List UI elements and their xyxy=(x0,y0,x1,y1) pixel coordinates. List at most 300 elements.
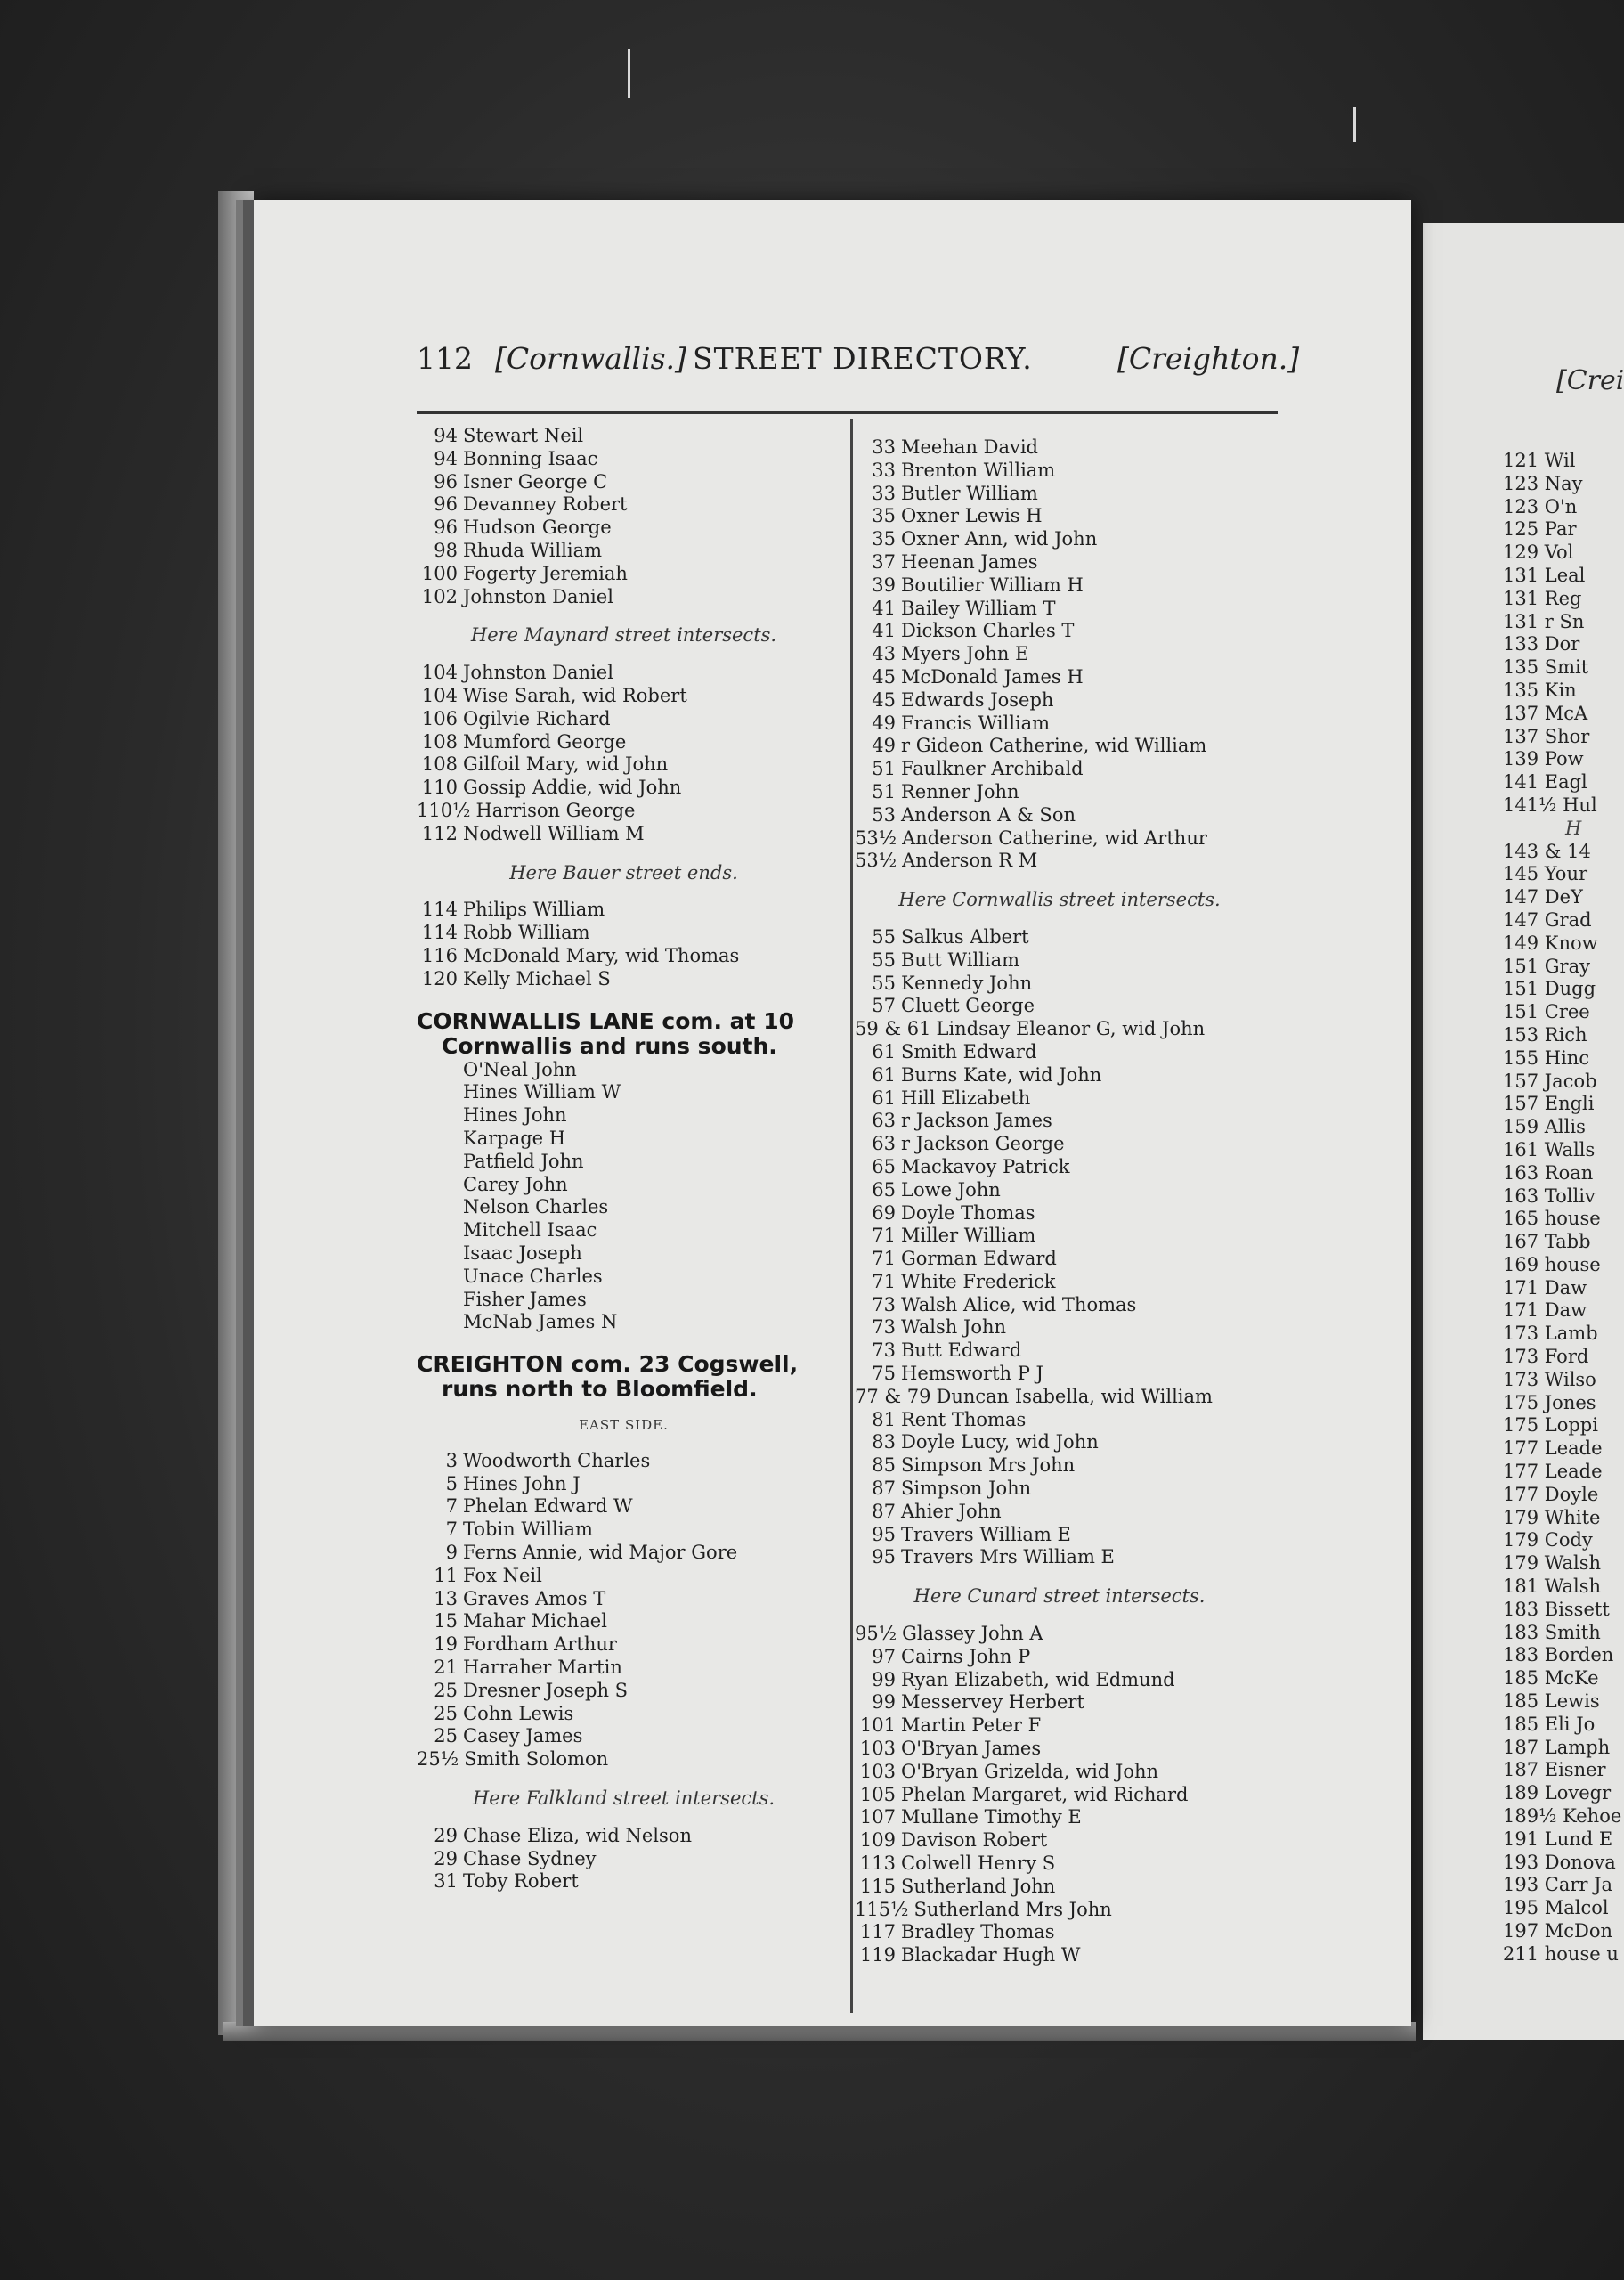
house-number: 45 xyxy=(872,665,896,688)
house-number: 57 xyxy=(872,995,896,1017)
directory-entry xyxy=(855,620,1264,643)
resident-name: Toby Robert xyxy=(463,1870,579,1893)
house-number: 94 xyxy=(434,425,458,446)
column-divider xyxy=(850,419,853,2013)
facing-page-entry: 155 Hinc xyxy=(1503,1046,1590,1069)
house-number: 73 xyxy=(872,1293,896,1315)
house-number: 94 xyxy=(434,447,458,469)
directory-entry xyxy=(855,1018,1264,1041)
directory-entry xyxy=(855,528,1264,551)
house-number: 65 xyxy=(872,1155,896,1177)
house-number: 81 xyxy=(872,1408,896,1430)
directory-entry xyxy=(855,1156,1264,1179)
facing-page-entry: 173 Ford xyxy=(1503,1346,1589,1368)
resident-name: Gilfoil Mary, wid John xyxy=(463,753,669,776)
resident-name: Ahier John xyxy=(901,1500,1002,1522)
side-subheading: EAST SIDE. xyxy=(579,1417,669,1434)
house-number: 25 xyxy=(434,1702,458,1724)
directory-entry xyxy=(417,517,831,540)
directory-entry xyxy=(855,1899,1264,1922)
house-number: 112 xyxy=(421,822,458,844)
house-number: 63 xyxy=(872,1110,896,1132)
facing-page-entry: 141½ Hul xyxy=(1503,794,1597,816)
house-number: 45 xyxy=(872,688,896,711)
directory-entry xyxy=(855,1876,1264,1899)
house-number: 103 xyxy=(859,1738,896,1760)
directory-entry xyxy=(855,1202,1264,1226)
directory-entry xyxy=(855,827,1264,851)
resident-name: Gorman Edward xyxy=(901,1248,1057,1270)
resident-name: Hines John J xyxy=(463,1472,581,1494)
facing-page-entry: 173 Wilso xyxy=(1503,1368,1596,1390)
facing-page-entry: 175 Loppi xyxy=(1503,1414,1598,1437)
house-number: 98 xyxy=(434,539,458,561)
resident-name: Ryan Elizabeth, wid Edmund xyxy=(901,1668,1175,1690)
house-number: 114 xyxy=(421,899,458,921)
house-number: 101 xyxy=(859,1714,896,1737)
street-heading-line: CORNWALLIS LANE com. at 10 xyxy=(417,1007,794,1034)
resident-name: Duncan Isabella, wid William xyxy=(936,1385,1213,1407)
resident-name: Graves Amos T xyxy=(463,1587,606,1609)
house-number: 7 xyxy=(445,1519,458,1541)
resident-name: Mullane Timothy E xyxy=(901,1806,1082,1828)
house-number: 71 xyxy=(872,1248,896,1270)
resident-name: Hill Elizabeth xyxy=(901,1087,1031,1109)
resident-name: Travers Mrs William E xyxy=(901,1546,1115,1568)
house-number: 113 xyxy=(859,1852,896,1875)
directory-entry xyxy=(417,662,831,685)
resident-name: Unace Charles xyxy=(463,1265,603,1287)
resident-name: Chase Sydney xyxy=(463,1847,597,1869)
street-note: Here Falkland street intersects. xyxy=(472,1787,775,1810)
directory-entry xyxy=(855,1431,1264,1454)
facing-page-entries xyxy=(1503,450,1621,1966)
resident-name: Davison Robert xyxy=(901,1829,1048,1852)
house-number: 7 xyxy=(445,1495,458,1518)
house-number: 9 xyxy=(445,1542,458,1564)
facing-page-entry: 143 & 14 xyxy=(1503,840,1591,862)
resident-name: Robb William xyxy=(463,922,590,944)
house-number: 75 xyxy=(872,1363,896,1385)
house-number: 117 xyxy=(859,1921,896,1943)
directory-entry xyxy=(417,899,831,922)
house-number: 65 xyxy=(872,1178,896,1201)
resident-name: Casey James xyxy=(463,1725,583,1747)
directory-entry xyxy=(417,945,831,968)
facing-page-entry: 169 house xyxy=(1503,1253,1601,1275)
house-number: 5 xyxy=(445,1472,458,1494)
facing-page-entry: 187 Lamph xyxy=(1503,1736,1611,1758)
directory-entry xyxy=(855,1761,1264,1784)
facing-page-entry: 147 Grad xyxy=(1503,908,1592,931)
directory-entry xyxy=(855,1714,1264,1738)
facing-page-entry: 197 McDon xyxy=(1503,1920,1613,1942)
resident-name: Wise Sarah, wid Robert xyxy=(463,684,687,706)
resident-name: Butt William xyxy=(901,949,1020,971)
resident-name: Myers John E xyxy=(901,643,1029,665)
resident-name: Dickson Charles T xyxy=(901,620,1075,642)
facing-page-entry: 183 Bissett xyxy=(1503,1598,1610,1620)
resident-name: Heenan James xyxy=(901,550,1038,573)
resident-name: Faulkner Archibald xyxy=(901,758,1084,780)
resident-name: Nelson Charles xyxy=(463,1196,609,1218)
resident-name: Patfield John xyxy=(463,1150,584,1172)
resident-name: Karpage H xyxy=(463,1127,566,1149)
book-page-edge xyxy=(218,191,254,2035)
facing-page-entry: 151 Gray xyxy=(1503,955,1590,977)
house-number: 83 xyxy=(872,1431,896,1454)
house-number: 33 xyxy=(872,436,896,458)
facing-page-entry: 151 Dugg xyxy=(1503,978,1596,1000)
facing-page-entry: 173 Lamb xyxy=(1503,1323,1598,1345)
directory-entry xyxy=(417,708,831,731)
house-number: 53 xyxy=(872,803,896,826)
house-number: 31 xyxy=(434,1870,458,1893)
facing-page-entry: 121 Wil xyxy=(1503,450,1576,471)
resident-name: Fox Neil xyxy=(463,1564,542,1586)
facing-page-entry: 185 Eli Jo xyxy=(1503,1713,1596,1735)
facing-page-entry: 163 Tolliv xyxy=(1503,1185,1596,1207)
facing-page-entry: 161 Walls xyxy=(1503,1138,1596,1160)
house-number: 116 xyxy=(421,944,458,966)
directory-entry xyxy=(855,1294,1264,1317)
resident-name: Gossip Addie, wid John xyxy=(463,777,682,799)
house-number: 25 xyxy=(434,1725,458,1747)
resident-name: Cluett George xyxy=(901,995,1035,1017)
resident-name: Johnston Daniel xyxy=(463,662,613,684)
house-number: 114 xyxy=(421,922,458,944)
facing-page-entry: 191 Lund E xyxy=(1503,1828,1613,1850)
resident-name: Edwards Joseph xyxy=(901,688,1054,711)
resident-name: Travers William E xyxy=(901,1523,1071,1545)
directory-entry xyxy=(855,712,1264,736)
directory-entry xyxy=(855,643,1264,666)
resident-name: Salkus Albert xyxy=(901,925,1029,948)
directory-entry xyxy=(855,781,1264,804)
resident-name: Cairns John P xyxy=(901,1645,1031,1667)
facing-page-entry: 185 McKe xyxy=(1503,1667,1599,1690)
directory-entry xyxy=(855,598,1264,621)
resident-name: Kelly Michael S xyxy=(463,967,611,989)
resident-name: Smith Solomon xyxy=(464,1748,609,1771)
directory-entry xyxy=(417,1450,831,1473)
house-number: 49 xyxy=(872,712,896,734)
house-number: 120 xyxy=(421,967,458,989)
facing-page-entry: 149 Know xyxy=(1503,932,1598,954)
directory-entry xyxy=(855,666,1264,689)
facing-page-entry: 193 Carr Ja xyxy=(1503,1874,1613,1896)
directory-entry xyxy=(855,1738,1264,1761)
resident-name: Stewart Neil xyxy=(463,425,584,446)
house-number: 104 xyxy=(421,662,458,684)
directory-entry xyxy=(417,1725,831,1748)
resident-name: Hudson George xyxy=(463,517,612,539)
facing-page-entry: 179 Walsh xyxy=(1503,1552,1602,1575)
directory-entry xyxy=(855,1501,1264,1524)
resident-name: White Frederick xyxy=(901,1270,1056,1292)
resident-name: Hemsworth P J xyxy=(901,1363,1043,1385)
directory-entry xyxy=(855,1806,1264,1829)
directory-entry xyxy=(855,1691,1264,1714)
facing-page-entry: 177 Leade xyxy=(1503,1437,1603,1460)
resident-name: Isaac Joseph xyxy=(463,1242,582,1264)
directory-entry xyxy=(417,1519,831,1542)
directory-entry xyxy=(855,689,1264,712)
resident-name: Rent Thomas xyxy=(901,1408,1027,1430)
house-number: 110 xyxy=(421,777,458,799)
facing-page-entry: 147 DeY xyxy=(1503,886,1583,908)
directory-entry xyxy=(417,1848,831,1871)
house-number: 108 xyxy=(421,730,458,753)
directory-entry xyxy=(855,1271,1264,1294)
house-number: 11 xyxy=(434,1564,458,1586)
resident-name: Francis William xyxy=(901,712,1051,734)
resident-name: Ogilvie Richard xyxy=(463,707,611,729)
facing-page-entry: 165 house xyxy=(1503,1208,1601,1230)
directory-entry xyxy=(855,1386,1264,1409)
house-number: 29 xyxy=(434,1824,458,1846)
directory-entry xyxy=(855,1829,1264,1852)
directory-entry xyxy=(855,1133,1264,1156)
directory-entry xyxy=(855,1248,1264,1271)
resident-name: Anderson A & Son xyxy=(901,803,1076,826)
resident-name: Lindsay Eleanor G, wid John xyxy=(936,1018,1206,1040)
facing-page-entry: 129 Vol xyxy=(1503,542,1574,564)
directory-entry xyxy=(417,493,831,517)
resident-name: Butt Edward xyxy=(901,1340,1022,1362)
directory-entry xyxy=(855,1340,1264,1363)
resident-name: Anderson R M xyxy=(902,850,1038,872)
facing-page-entry: 181 Walsh xyxy=(1503,1576,1602,1598)
directory-entry xyxy=(855,1316,1264,1340)
resident-name: Doyle Thomas xyxy=(901,1201,1035,1224)
house-number: 29 xyxy=(434,1847,458,1869)
house-number: 107 xyxy=(859,1806,896,1828)
resident-name: Brenton William xyxy=(901,459,1056,481)
facing-page-entry: 195 Malcol xyxy=(1503,1897,1609,1919)
facing-page-entry: 177 Doyle xyxy=(1503,1483,1599,1505)
resident-name: r Jackson George xyxy=(901,1133,1065,1155)
resident-name: r Jackson James xyxy=(901,1110,1052,1132)
house-number: 53½ xyxy=(855,826,897,849)
house-number: 115½ xyxy=(855,1898,909,1920)
resident-name: Phelan Edward W xyxy=(463,1495,633,1518)
facing-page-entry: 135 Kin xyxy=(1503,679,1577,701)
directory-entry xyxy=(855,1409,1264,1432)
facing-page-entry: 141 Eagl xyxy=(1503,771,1587,794)
resident-name: Boutilier William H xyxy=(901,574,1084,596)
resident-name: Johnston Daniel xyxy=(463,585,613,607)
resident-name: Miller William xyxy=(901,1225,1036,1247)
resident-name: Simpson Mrs John xyxy=(901,1454,1076,1477)
resident-name: Anderson Catherine, wid Arthur xyxy=(902,826,1207,849)
facing-page-entry: 125 Par xyxy=(1503,518,1577,541)
resident-name: Harrison George xyxy=(475,799,636,821)
house-number: 25½ xyxy=(417,1748,459,1771)
facing-page-entry: 145 Your xyxy=(1503,863,1588,885)
directory-entry xyxy=(417,540,831,563)
resident-name: Oxner Lewis H xyxy=(901,505,1043,527)
resident-name: Tobin William xyxy=(463,1519,593,1541)
directory-entry xyxy=(855,574,1264,598)
right-column xyxy=(855,436,1264,1967)
directory-entry xyxy=(417,1657,831,1680)
resident-name: Oxner Ann, wid John xyxy=(901,528,1098,550)
street-heading xyxy=(417,1009,831,1059)
directory-entry xyxy=(417,1495,831,1519)
street-note: Here Bauer street ends. xyxy=(509,861,738,884)
facing-page-entry: 183 Smith xyxy=(1503,1621,1601,1643)
resident-name: Bonning Isaac xyxy=(463,447,598,469)
resident-name: O'Bryan James xyxy=(901,1738,1042,1760)
facing-page-entry: 131 Reg xyxy=(1503,587,1582,609)
resident-name: Kennedy John xyxy=(901,972,1033,994)
facing-page-entry: 131 r Sn xyxy=(1503,610,1585,632)
facing-page-entry: 189½ Kehoe xyxy=(1503,1805,1622,1828)
facing-page-entry: 211 house u xyxy=(1503,1942,1619,1965)
street-heading-line: CREIGHTON com. 23 Cogswell, xyxy=(417,1351,799,1378)
right-running-key: [Creighton.] xyxy=(1117,341,1300,376)
directory-entry xyxy=(855,483,1264,506)
resident-name: Fisher James xyxy=(463,1288,587,1310)
facing-page-entry: 167 Tabb xyxy=(1503,1231,1591,1253)
directory-entry xyxy=(417,1748,831,1771)
resident-name: Woodworth Charles xyxy=(463,1449,651,1471)
facing-page xyxy=(1423,223,1624,2040)
house-number: 95½ xyxy=(855,1623,897,1645)
resident-name: Dresner Joseph S xyxy=(463,1679,629,1701)
resident-name: Burns Kate, wid John xyxy=(901,1063,1102,1086)
directory-entry xyxy=(855,1921,1264,1944)
house-number: 35 xyxy=(872,505,896,527)
resident-name: Sutherland Mrs John xyxy=(914,1898,1112,1920)
directory-entry xyxy=(417,563,831,586)
house-number: 33 xyxy=(872,482,896,504)
house-number: 59 & 61 xyxy=(855,1018,931,1040)
facing-page-entry: 133 Dor xyxy=(1503,633,1580,656)
facing-page-entry: 185 Lewis xyxy=(1503,1690,1600,1713)
resident-name: Ferns Annie, wid Major Gore xyxy=(463,1542,738,1564)
facing-page-entry: 187 Eisner xyxy=(1503,1759,1606,1781)
house-number: 63 xyxy=(872,1133,896,1155)
directory-entry xyxy=(417,1542,831,1565)
street-heading-line: Cornwallis and runs south. xyxy=(442,1032,777,1059)
directory-entry xyxy=(417,1633,831,1657)
directory-entry xyxy=(855,926,1264,949)
house-number: 106 xyxy=(421,707,458,729)
resident-name: Sutherland John xyxy=(901,1875,1056,1897)
facing-page-entry: 123 Nay xyxy=(1503,472,1583,494)
directory-entry xyxy=(417,1610,831,1633)
resident-name: Blackadar Hugh W xyxy=(901,1944,1081,1966)
directory-entry xyxy=(855,850,1264,873)
house-number: 37 xyxy=(872,550,896,573)
facing-page-entry: 163 Roan xyxy=(1503,1161,1594,1184)
resident-name: Harraher Martin xyxy=(463,1657,622,1679)
house-number: 55 xyxy=(872,972,896,994)
house-number: 119 xyxy=(859,1944,896,1966)
house-number: 99 xyxy=(872,1691,896,1714)
house-number: 55 xyxy=(872,949,896,971)
house-number: 19 xyxy=(434,1633,458,1656)
resident-name: Martin Peter F xyxy=(901,1714,1042,1737)
directory-entry xyxy=(855,758,1264,781)
directory-entry xyxy=(855,551,1264,574)
facing-page-entry: 153 Rich xyxy=(1503,1023,1587,1046)
facing-page-entry: 151 Cree xyxy=(1503,1001,1590,1023)
resident-name: Mumford George xyxy=(463,730,627,753)
house-number: 51 xyxy=(872,758,896,780)
resident-name: Fogerty Jeremiah xyxy=(463,562,628,584)
directory-entry xyxy=(855,1784,1264,1807)
house-number: 53½ xyxy=(855,850,897,872)
resident-name: Walsh Alice, wid Thomas xyxy=(901,1293,1137,1315)
facing-page-entry: 137 Shor xyxy=(1503,725,1590,747)
resident-name: McNab James N xyxy=(463,1311,618,1333)
resident-name: Fordham Arthur xyxy=(463,1633,617,1656)
resident-name: Simpson John xyxy=(901,1478,1032,1500)
directory-entry xyxy=(417,1825,831,1848)
facing-page-entry: 157 Jacob xyxy=(1503,1070,1597,1092)
street-heading-line: runs north to Bloomfield. xyxy=(442,1376,758,1403)
house-number: 115 xyxy=(859,1875,896,1897)
facing-page-header: [Crei xyxy=(1556,365,1624,396)
house-number: 104 xyxy=(421,684,458,706)
film-scratch xyxy=(1353,107,1356,142)
resident-name: Isner George C xyxy=(463,470,608,493)
house-number: 71 xyxy=(872,1270,896,1292)
directory-entry xyxy=(855,804,1264,827)
directory-entry xyxy=(855,1110,1264,1133)
resident-name: Butler William xyxy=(901,482,1038,504)
header-rule xyxy=(417,411,1278,414)
house-number: 110½ xyxy=(417,799,471,821)
directory-entry xyxy=(855,1852,1264,1876)
resident-name: Mahar Michael xyxy=(463,1610,607,1633)
facing-page-entry: 135 Smit xyxy=(1503,656,1589,679)
facing-page-entry: 193 Donova xyxy=(1503,1851,1616,1873)
directory-entry xyxy=(417,1680,831,1703)
directory-entry xyxy=(417,1473,831,1496)
house-number: 69 xyxy=(872,1201,896,1224)
directory-entry xyxy=(855,1524,1264,1547)
resident-name: Walsh John xyxy=(901,1316,1007,1339)
directory-entry xyxy=(855,1944,1264,1967)
directory-entry xyxy=(417,823,831,846)
house-number: 61 xyxy=(872,1087,896,1109)
house-number: 95 xyxy=(872,1546,896,1568)
house-number: 61 xyxy=(872,1063,896,1086)
house-number: 97 xyxy=(872,1645,896,1667)
house-number: 41 xyxy=(872,597,896,619)
directory-entry xyxy=(417,1588,831,1611)
directory-entry xyxy=(855,1623,1264,1646)
resident-name: McDonald James H xyxy=(901,665,1084,688)
house-number: 73 xyxy=(872,1316,896,1339)
house-number: 95 xyxy=(872,1523,896,1545)
house-number: 55 xyxy=(872,925,896,948)
directory-entry xyxy=(855,436,1264,460)
house-number: 85 xyxy=(872,1454,896,1477)
house-number: 99 xyxy=(872,1668,896,1690)
house-number: 43 xyxy=(872,643,896,665)
house-number: 15 xyxy=(434,1610,458,1633)
resident-name: Chase Eliza, wid Nelson xyxy=(463,1824,692,1846)
directory-entry xyxy=(855,735,1264,758)
directory-entry xyxy=(417,922,831,945)
directory-entry xyxy=(417,800,831,823)
resident-name: Renner John xyxy=(901,780,1019,802)
